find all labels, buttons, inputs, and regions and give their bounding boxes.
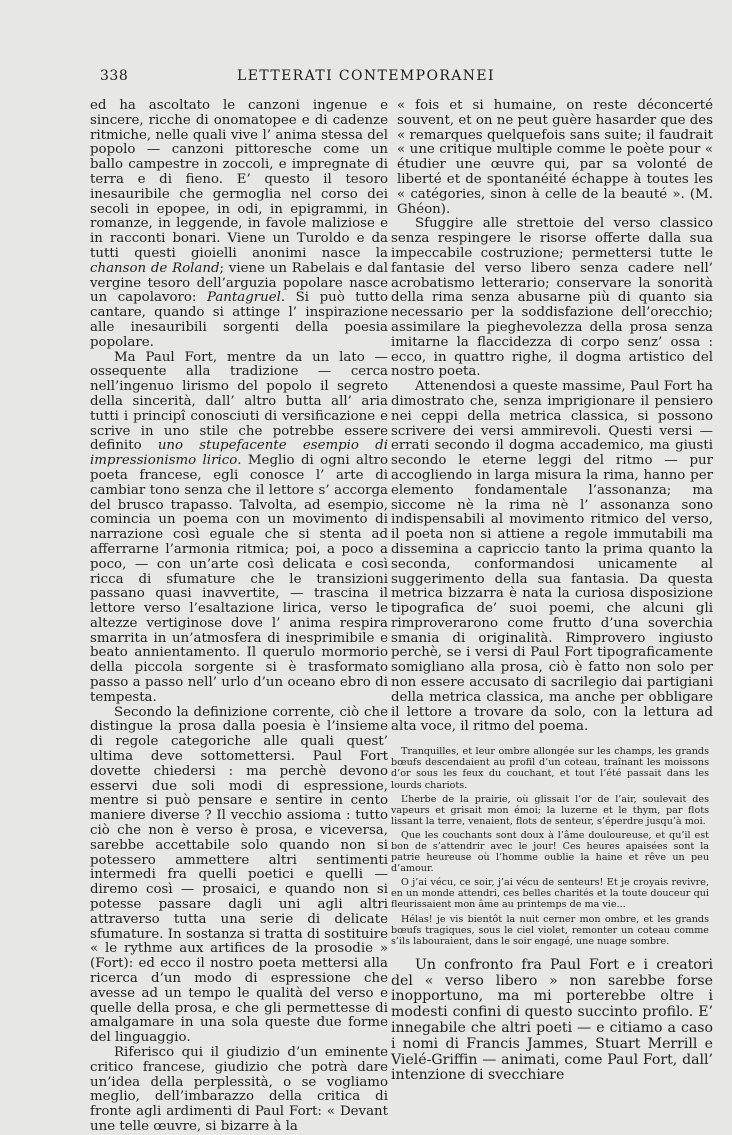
paragraph: Attenendosi a queste massime, Paul Fort ha dimostrato che, senza imprigionare il pensiero nei ceppi della metrica classica, si possono scrivere dei versi ammirevoli. Questi versi — errati secondo il dogma accademico, ma giusti secondo le eterne leggi del ritmo — pur accogliendo in larga misura la rima, hanno per elemento fondamentale l’assonanza; ma siccome nè la rima nè l’ assonanza sono indispensabili al movimento ritmico del verso, il poeta non si attiene a regole immutabili ma dissemina a capriccio tanto la prima quanto la seconda, conformandosi unicamente al suggerimento della sua fantasia. Da questa metrica bizzarra è nata la curiosa disposizione tipografica de’ suoi poemi, che alcuni gli rimproverarono come frutto d’una soverchia smania di originalità. Rimprovero ingiusto perchè, se i versi di Paul Fort tipograficamente somigliano alla prosa, ciò è fatto non solo per non essere accusato di sacrilegio dai partigiani della metrica classica, ma anche per obbligare il lettore a trovare da solo, con la lettura ad alta voce, il ritmo del poema. — [391, 379, 713, 735]
poem-stanza: Tranquilles, et leur ombre allongée sur les champs, les grands bœufs descendaient au profil d’un coteau, traînant les moissons d’or sous les feux du couchant, et tout l’été passait dans les lourds chariots. — [391, 746, 709, 791]
paragraph: Un confronto fra Paul Fort e i creatori del « verso libero » non sarebbe forse inopportuno, ma mi porterebbe oltre i modesti confini di questo succinto profilo. E’ innegabile che altri poeti — e citiamo a caso i nomi di Francis Jammes, Stuart Merrill e Vielé-Griffin — animati, come Paul Fort, dall’ intenzione di svecchiare — [391, 956, 713, 1084]
running-title: LETTERATI CONTEMPORANEI — [237, 68, 495, 84]
italic-phrase: uno stupefacente esempio di impressionismo lirico — [90, 438, 388, 469]
poem-stanza: L’herbe de la prairie, où glissait l’or de l’air, soulevait des vapeurs et grisait mon émoi; la luzerne et le thym, par flots lissant la terre, venaient, flots de senteur, s’éperdre jusqu’à moi. — [391, 793, 709, 827]
title-chanson-de-roland: chanson de Roland — [90, 260, 220, 276]
paragraph: Sfuggire alle strettoie del verso classico senza respingere le risorse offerte dalla sua impeccabile costruzione; permettersi tutte le fantasie del verso libero senza cadere nell’ acrobatismo letterario; conservare la sonorità della rima senza abusarne più di quanto sia necessario per la soddisfazione dell’orecchio; assimilare la pieghevolezza della prosa senza imitarne la flaccidezza di corpo senz’ ossa : ecco, in quattro righe, il dogma artistico del nostro poeta. — [391, 216, 713, 380]
poem-excerpt — [391, 746, 713, 947]
paragraph: Ma Paul Fort, mentre da un lato — ossequente alla tradizione — cerca nell’ingenuo lirismo del popolo il segreto della sincerità, dall’ altro butta all’ aria tutti i principî conosciuti di versificazione e scrive in uno stile che potrebbe essere definito uno stupefacente esempio di impressionismo lirico. Meglio di ogni altro poeta francese, egli conosce l’ arte di cambiar tono senza che il lettore s’ accorga del brusco trapasso. Talvolta, ad esempio, comincia un poema con un movimento di narrazione così eguale che si stenta ad afferrarne l’armonia ritmica; poi, a poco a poco, — con un’arte così delicata e così ricca di sfumature che le transizioni passano quasi inavvertite, — trascina il lettore verso l’esaltazione lirica, verso le altezze vertiginose dove l’ anima respira smarrita in un’atmosfera di inesprimibile e beato annientamento. Il querulo mormorio della piccola sorgente si è trasformato passo a passo nell’ urlo d’un oceano ebro di tempesta. — [90, 349, 389, 705]
paragraph: ed ha ascoltato le canzoni ingenue e sincere, ricche di onomatopee e di cadenze ritmiche, nelle quali vive l’ anima stessa del popolo — canzoni pittoresche come un ballo campestre in zoccoli, e impregnate di terra e di fieno. E’ questo il tesoro inesauribile che germoglia nel corso dei secoli in epopee, in odi, in epigrammi, in romanze, in leggende, in favole maliziose e in racconti bonari. Viene un Turoldo e da tutti questi gioielli anonimi nasce la chanson de Roland; viene un Rabelais e dal vergine tesoro dell’arguzia popolare nasce un capolavoro: Pantagruel. Si può tutto cantare, quando si attinge l’ inspirazione alle inesauribili sorgenti della poesia popolare. — [90, 98, 388, 350]
paragraph: Secondo la definizione corrente, ciò che distingue la prosa dalla poesia è l’insieme di regole categoriche alle quali quest’ ultima deve sottomettersi. Paul Fort dovette chiedersi : ma perchè devono esservi due soli modi di espressione, mentre si può pensare e sentire in cento maniere diverse ? Il vecchio assioma : tutto ciò che non è verso è prosa, e viceversa, sarebbe accettabile solo quando non si potessero ammettere altri sentimenti intermedi fra quelli poetici e quelli — diremo così — prosaici, e quando non si potesse passare dagli uni agli altri attraverso tutta una serie di delicate sfumature. In sostanza si tratta di sostituire « le rythme aux artifices de la prosodie » (Fort): ed ecco il nostro poeta mettersi alla ricerca d’un modo di espressione che avesse ad un tempo le qualità del verso e quelle della prosa, e che gli permettesse di amalgamare in una sola queste due forme del linguaggio. — [90, 704, 388, 1046]
right-column — [391, 99, 713, 1084]
page-number: 338 — [100, 68, 129, 84]
poem-stanza: O j’ai vécu, ce soir, j’ai vécu de senteurs! Et je croyais revivre, en un monde attendri, ces belles charités et la toute douceur qui fleurissaient mon âme au printemps de ma vie... — [391, 877, 709, 911]
critic-quote: « fois et si humaine, on reste déconcerté souvent, et on ne peut guère hasarder que des « remarques quelquefois sans suite; il faudrait « une critique multiple comme le poète pour « étudier une œuvre qui, par sa volonté de liberté et de spontanéité échappe à toutes les « catégories, sinon à celle de la beauté ». (M. Ghéon). — [397, 98, 713, 217]
title-pantagruel: Pantagruel — [206, 290, 281, 306]
poem-stanza: Que les couchants sont doux à l’âme douloureuse, et qu’il est bon de s’attendrir avec le jour! Ces heures apaisées sont la patrie heureuse où l’homme oublie la haine et rêve un peu d’amour. — [391, 829, 709, 875]
poem-stanza: Hélas! je vis bientôt la nuit cerner mon ombre, et les grands bœufs tragiques, sous le ciel violet, remonter un coteau comme s’ils labouraient, dans le soir engagé, une nuage sombre. — [391, 913, 709, 947]
left-column — [90, 99, 388, 1135]
page-header — [0, 68, 732, 88]
paragraph: Riferisco qui il giudizio d’un eminente critico francese, giudizio che potrà dare un’idea della perplessità, o se vogliamo meglio, dell’imbarazzo della critica di fronte agli ardimenti di Paul Fort: « Devant une telle œuvre, si bizarre à la — [90, 1045, 388, 1134]
